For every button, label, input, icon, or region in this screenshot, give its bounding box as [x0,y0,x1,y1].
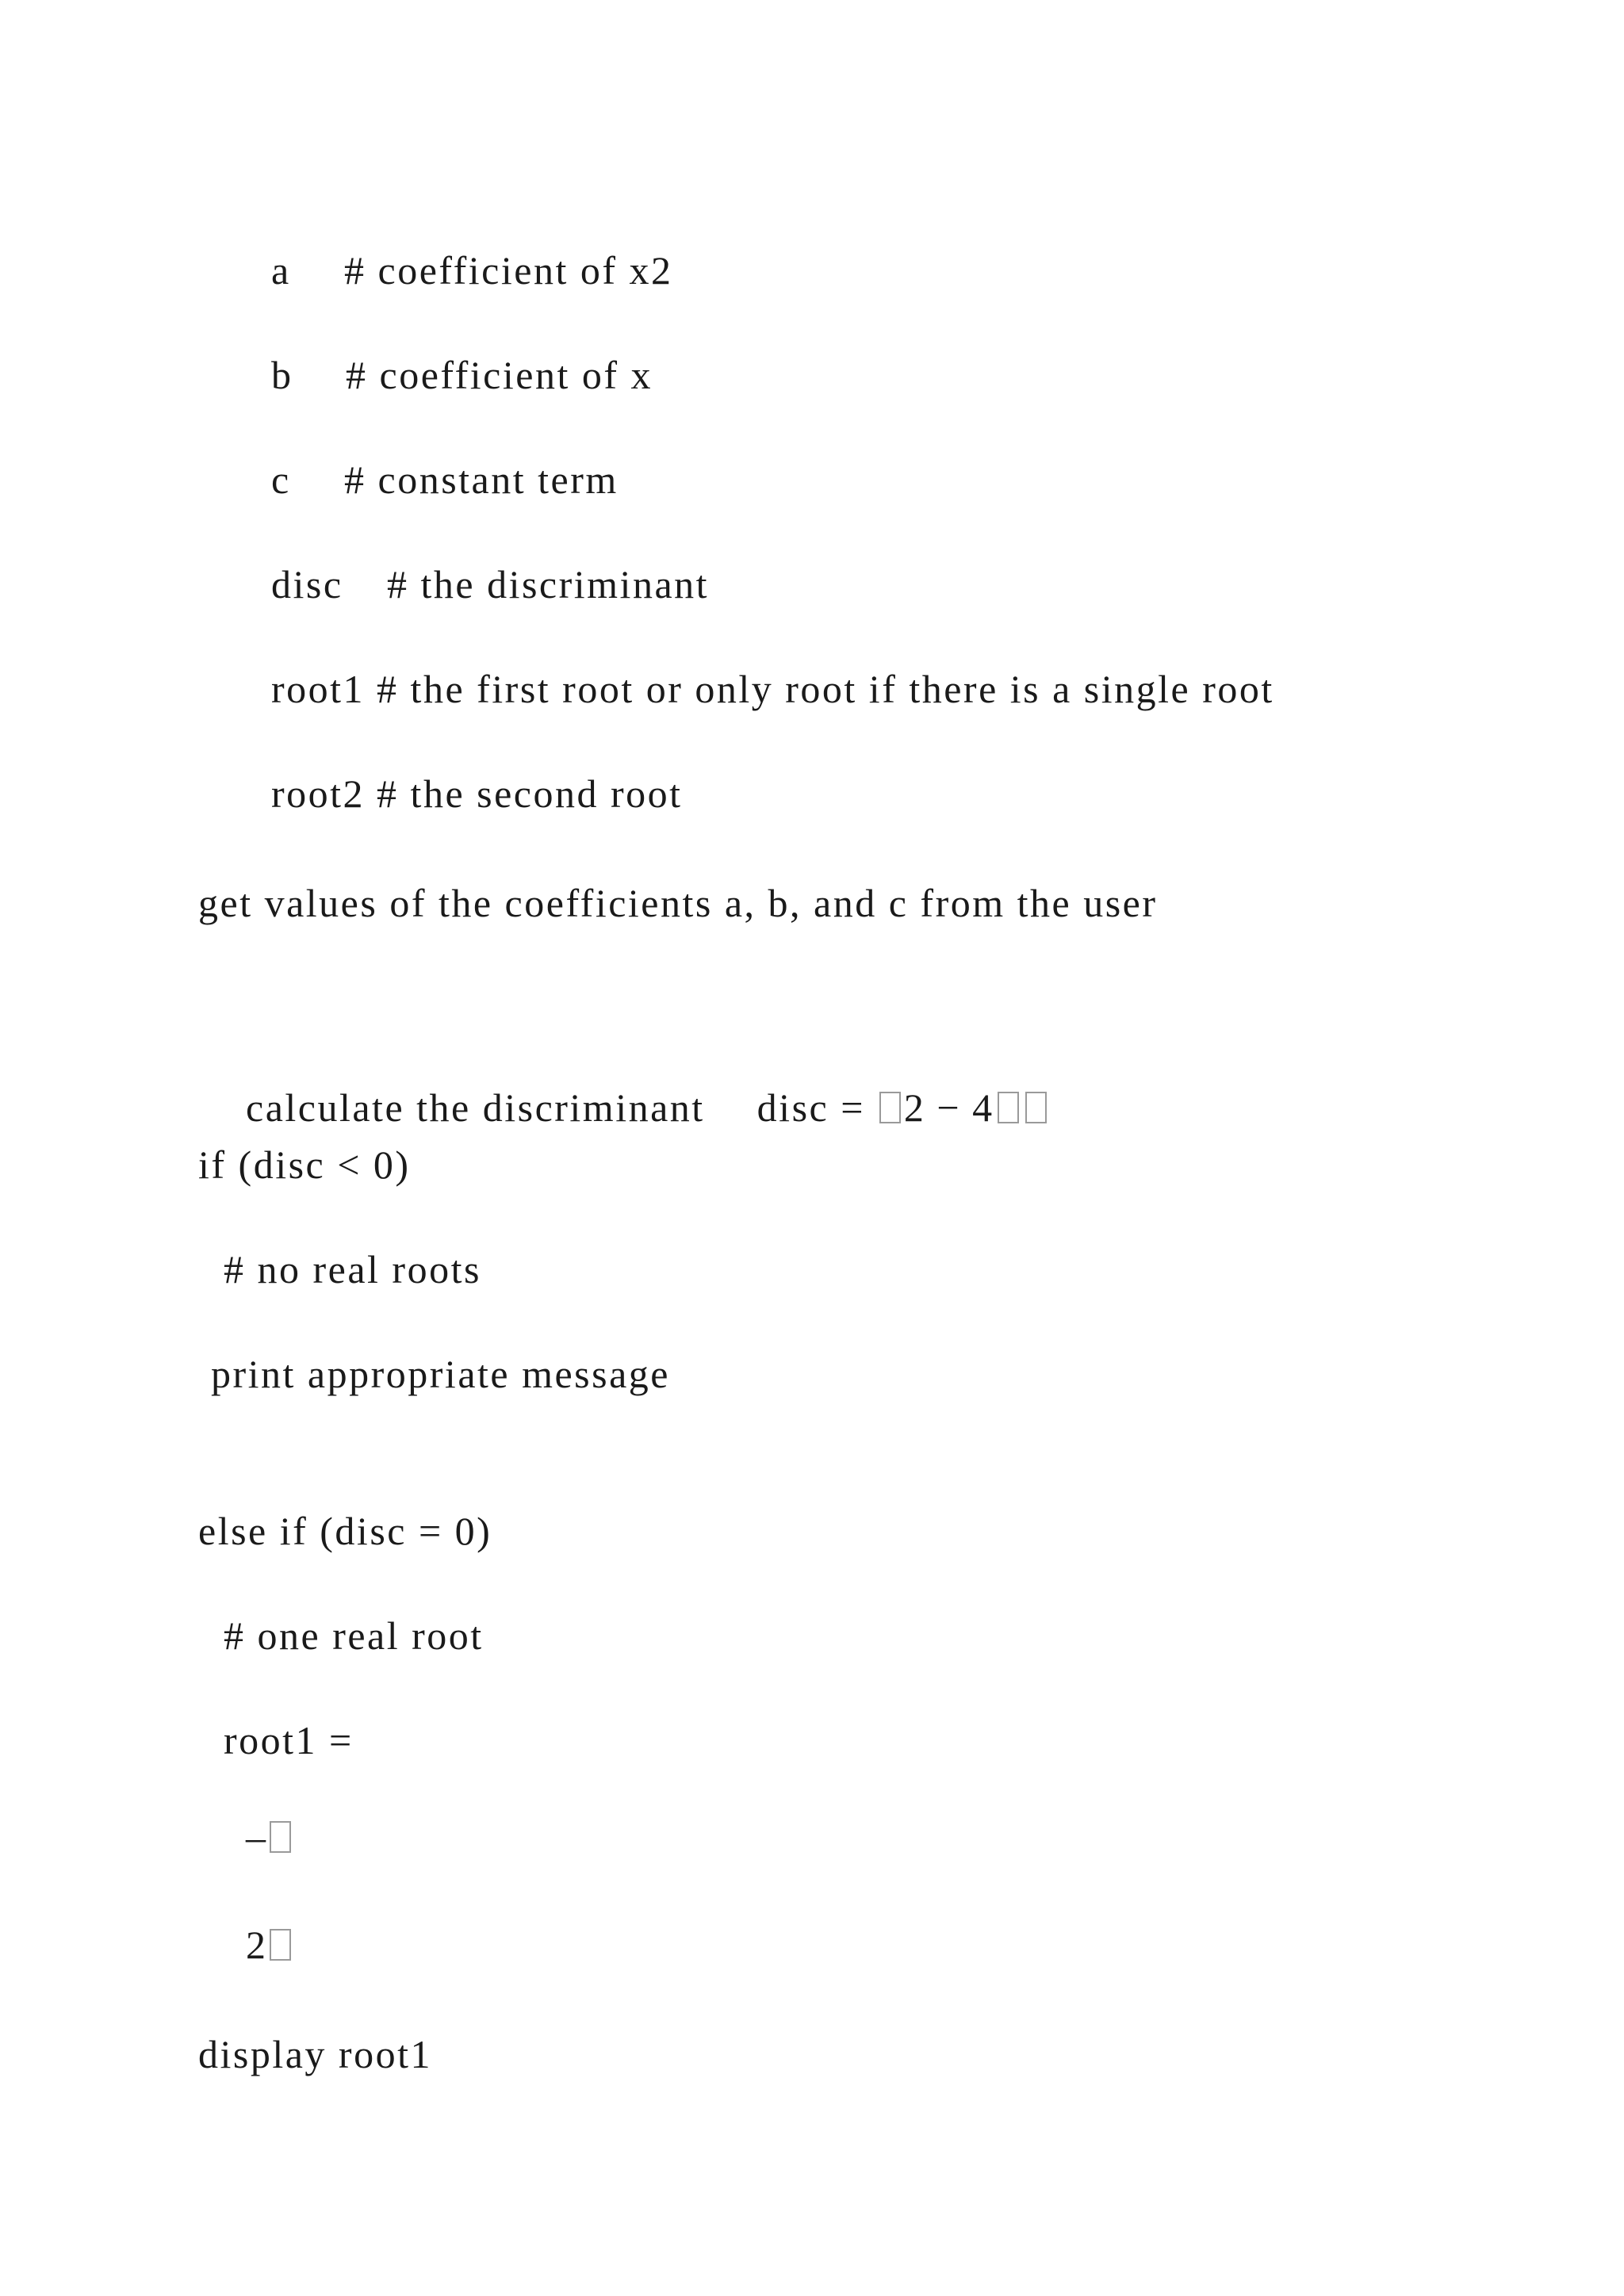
no-roots-comment: # no real roots [224,1247,481,1292]
missing-glyph-icon [270,1929,291,1961]
var-comment: # the discriminant [387,562,710,607]
formula-minus: − [936,1085,962,1130]
var-name: a [271,248,291,293]
numerator-sign: – [246,1815,268,1859]
formula-coefficient: 4 [972,1085,994,1130]
var-line-root2 [224,722,683,865]
var-name: b [271,353,293,397]
missing-glyph-icon [1025,1092,1047,1123]
else-if-disc-zero: else if (disc = 0) [198,1509,492,1553]
root1-denominator [198,1873,294,2016]
missing-glyph-icon [998,1092,1019,1123]
var-comment: # coefficient of x2 [344,248,673,293]
calc-label: calculate the discriminant [246,1085,705,1130]
if-disc-negative: if (disc < 0) [198,1142,411,1187]
var-name: root1 [271,667,366,711]
var-name: disc [271,562,343,607]
missing-glyph-icon [879,1092,901,1123]
formula-exponent: 2 [903,1085,926,1130]
var-name: root2 [271,771,366,816]
root1-assignment: root1 = [224,1718,354,1762]
var-name: c [271,457,291,502]
denominator-number: 2 [246,1923,268,1967]
var-comment: # the second root [377,771,683,816]
step-get-values: get values of the coefficients a, b, and c from the user [198,881,1158,925]
print-message: print appropriate message [211,1352,670,1396]
one-root-comment: # one real root [224,1613,484,1658]
missing-glyph-icon [270,1821,291,1853]
var-comment: # the first root or only root if there is a single root [377,667,1274,711]
var-comment: # constant term [344,457,619,502]
display-root1: display root1 [198,2032,432,2076]
var-comment: # coefficient of x [346,353,653,397]
formula-lhs: disc = [756,1085,865,1130]
